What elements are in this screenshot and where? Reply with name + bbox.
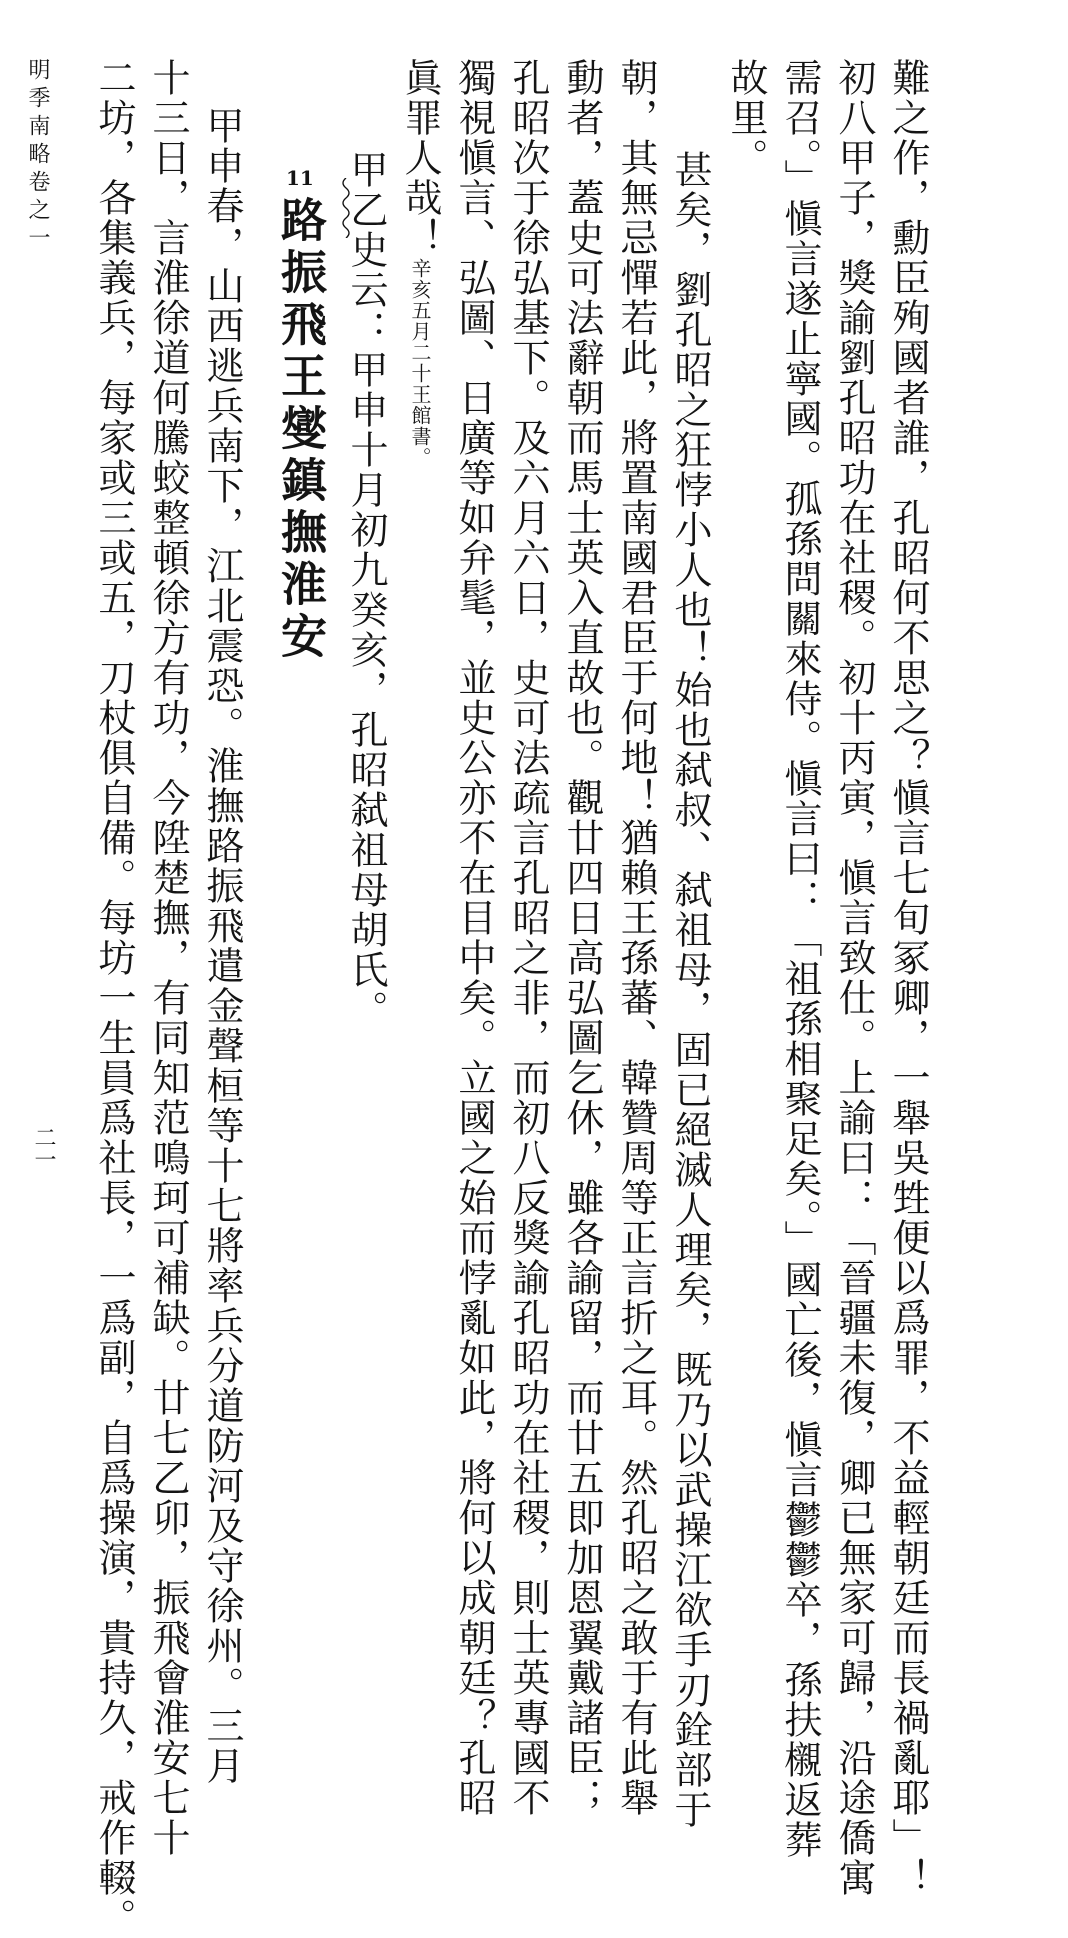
- text-column-4: 故里。: [724, 58, 768, 178]
- signoff-text: 眞罪人哉！: [398, 58, 442, 258]
- signoff-note: 辛亥五月二十王館書。: [408, 258, 432, 468]
- text-column-1: 難之作，勳臣殉國者誰，孔昭何不思之？愼言七旬冢卿，一舉吳甡便以爲罪，不益輕朝廷而長禍亂耶」！: [886, 58, 930, 1898]
- quote-column: 甲乙史云：甲申十月初九癸亥，孔昭弑祖母胡氏。: [344, 150, 388, 1030]
- body-column-3: 二坊，各集義兵，每家或三或五，刀杖俱自備。每坊一生員爲社長，一爲副，自爲操演，貴持久，戒作輟。: [92, 58, 136, 1938]
- book-title-footer: 明季南略卷之一: [25, 58, 50, 254]
- signoff-column: [397, 58, 443, 468]
- page-number: 二一: [31, 1126, 56, 1170]
- section-title: 路振飛王燮鎮撫淮安: [274, 196, 328, 664]
- section-number: 11: [286, 166, 314, 190]
- text-column-3: 需召。」愼言遂止寧國。孤孫問關來侍。愼言曰：「祖孫相聚足矣。」國亡後，愼言鬱鬱卒，孫扶櫬返葬: [778, 58, 822, 1860]
- commentary-column-4: 孔昭次于徐弘基下。及六月六日，史可法疏言孔昭之非，而初八反獎諭孔昭功在社稷，則士英專國不: [506, 58, 550, 1818]
- text-column-2: 初八甲子，獎諭劉孔昭功在社稷。初十丙寅，愼言致仕。上諭曰：「晉疆未復，卿已無家可歸，沿途僑寓: [832, 58, 876, 1898]
- commentary-column-5: 獨視愼言、弘圖、日廣等如弁髦，並史公亦不在目中矣。立國之始而悖亂如此，將何以成朝廷？孔昭: [452, 58, 496, 1818]
- commentary-column-2: 朝，其無忌憚若此，將置南國君臣于何地！猶賴王孫蕃、韓贊周等正言折之耳。然孔昭之敢于有此舉: [614, 58, 658, 1818]
- body-column-2: 十三日，言淮徐道何騰蛟整頓徐方有功，今陞楚撫，有同知范鳴珂可補缺。廿七乙卯，振飛會淮安七十: [146, 58, 190, 1858]
- commentary-column-1: 甚矣，劉孔昭之狂悖小人也！始也弑叔、弑祖母，固已絕滅人理矣，既乃以武操江欲手刃銓部于: [668, 150, 712, 1830]
- commentary-column-3: 動者，蓋史可法辭朝而馬士英入直故也。觀廿四日高弘圖乞休，雖各諭留，而廿五即加恩翼戴諸臣；: [560, 58, 604, 1818]
- body-column-1: 甲申春，山西逃兵南下，江北震恐。淮撫路振飛遣金聲桓等十七將率兵分道防河及守徐州。三月: [200, 106, 244, 1786]
